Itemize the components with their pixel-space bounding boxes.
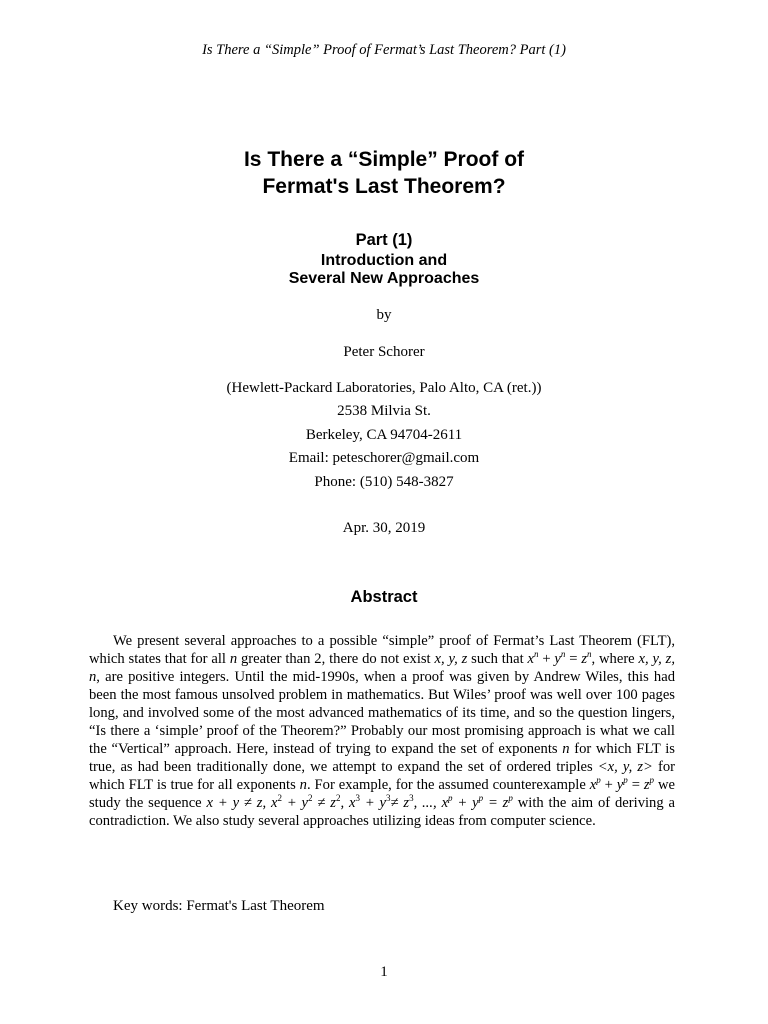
abstract-body: We present several approaches to a possible “simple” proof of Fermat’s Last Theorem (FLT), which states that for all n greater than 2, there do not exist x, y, z such that $x^n + y^n = z^n$, where x, y, z, n, are positive integers. Until the mid-1990s, when a proof was given by Andrew Wiles, this had been the most famous unsolved problem in mathematics. But Wiles’ proof was well over 100 pages long, and involved some of the most advanced mathematics of its time, and so the question lingers, “Is there a ‘simple’ proof of the Theorem?” Probably our most promising approach is what we call the “Vertical” approach. Here, instead of trying to expand the set of exponents n for which FLT is true, as had been traditionally done, we attempt to expand the set of ordered triples <x, y, z> for which FLT is true for all exponents n. For example, for the assumed counterexample $x^p + y^p = z^p$ we study the sequence x + y ≠ z, $x^2 + y^2 \ne z^2$, $x^3 + y^3\ne z^3$, ..., $x^p + y^p = z^p$ with the aim of deriving a contradiction. We also study several approaches utilizing ideas from computer science. bbox=[89, 633, 676, 829]
title-line-1: Is There a “Simple” Proof of bbox=[243, 148, 525, 171]
byline: by bbox=[376, 307, 392, 323]
keywords: Key words: Fermat's Last Theorem bbox=[113, 898, 325, 914]
exponent-sequence: x + y ≠ z, $x^2 + y^2 \ne z^2$, $x^3 + y^3\ne z^3$, ..., $x^p + y^p = z^p$ bbox=[206, 793, 513, 811]
title-line-2: Fermat's Last Theorem? bbox=[262, 175, 506, 198]
subtitle-line-2: Several New Approaches bbox=[288, 270, 480, 287]
part-label: Part (1) bbox=[355, 231, 413, 249]
page-number: 1 bbox=[380, 964, 388, 980]
paper-date: Apr. 30, 2019 bbox=[342, 520, 426, 536]
author-name: Peter Schorer bbox=[343, 344, 425, 360]
running-header: Is There a “Simple” Proof of Fermat’s Last Theorem? Part (1) bbox=[202, 42, 566, 58]
paper-subtitle bbox=[0, 252, 768, 288]
counterexample-equation: $x^p + y^p = z^p$ bbox=[589, 775, 655, 793]
author-phone: Phone: (510) 548-3827 bbox=[314, 474, 454, 490]
subtitle-line-1: Introduction and bbox=[320, 252, 448, 269]
address-street: 2538 Milvia St. bbox=[337, 403, 431, 419]
fermat-equation: $x^n + y^n = z^n$ bbox=[527, 649, 592, 667]
author-email: Email: peteschorer@gmail.com bbox=[288, 450, 480, 466]
author-affiliation: (Hewlett-Packard Laboratories, Palo Alto, CA (ret.)) bbox=[226, 380, 542, 396]
address-city: Berkeley, CA 94704-2611 bbox=[305, 427, 463, 443]
paper-title bbox=[0, 146, 768, 200]
abstract-heading: Abstract bbox=[350, 588, 418, 606]
